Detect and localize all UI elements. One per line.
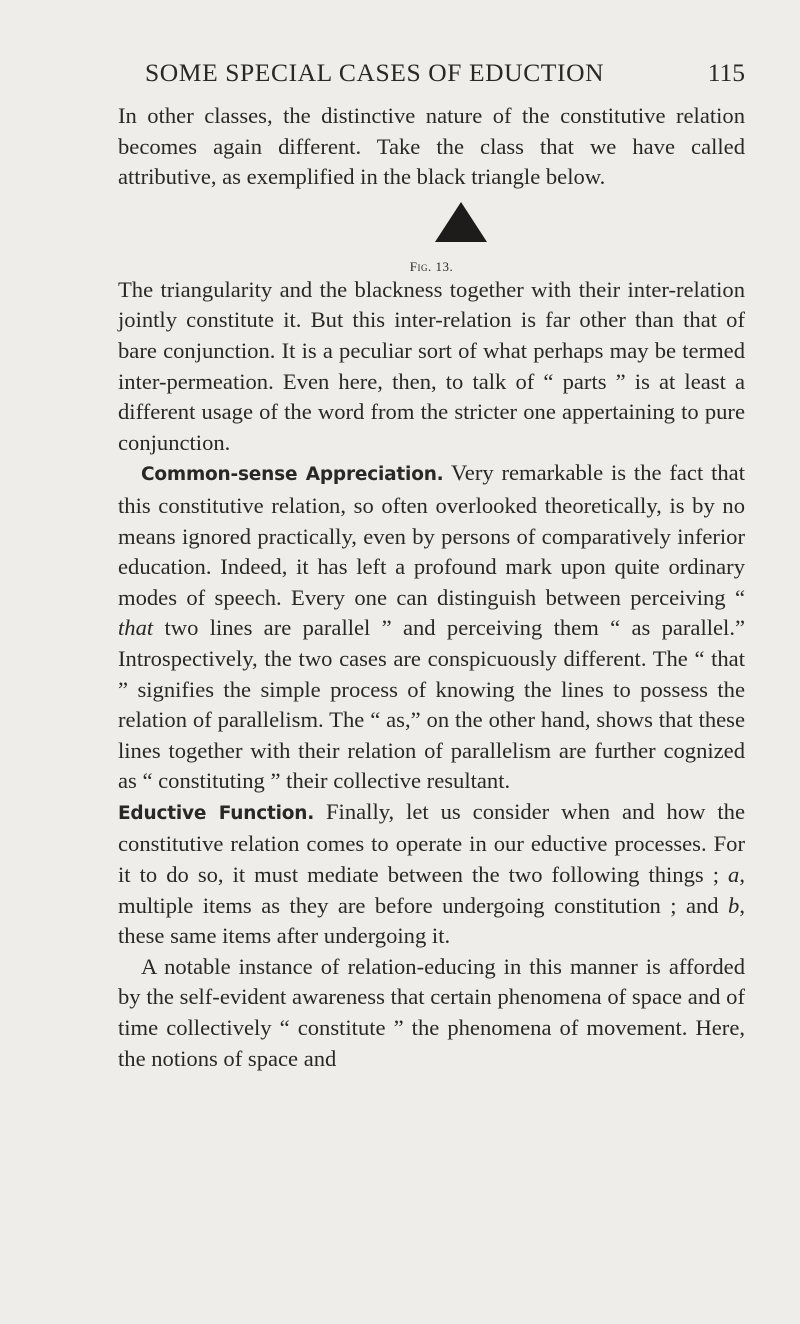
page-header [145,58,745,94]
body-text [118,101,745,1074]
paragraph-inter-permeation: The triangularity and the blackness together with their inter-relation jointly constitute it. But this inter-relation is far other than that of bare conjunction. It is a peculiar sort of what perhaps may be termed inter-permeation. Even here, then, to talk of “ parts ” is at least a different usage of the word from the stricter one appertaining to pure conjunction. [118,276,745,455]
paragraph-relation-educing-instance: A notable instance of relation-educing in this manner is afforded by the self-evident awareness that certain phenomena of space and of time collectively “ constitute ” the phenomena of movement. Here, the notions of space and [118,953,745,1071]
paragraph-text-segment: two lines are parallel ” and perceiving them “ as parallel.” Introspectively, the two cases are conspicuously different. The “ that ” signifies the simple process of knowing the lines to possess the relation of parallelism. The “ as,” on the other hand, shows that these lines together with their relation of parallelism are further cognized as “ constituting ” their collective resultant. [118,615,745,794]
figure-13 [118,201,745,273]
side-heading-common-sense: Common-sense Appreciation. [141,464,444,486]
paragraph-eductive-function [118,797,745,952]
figure-caption: Fig. 13. [409,258,454,274]
black-triangle-shape [435,202,487,242]
italic-letter-b: b [728,892,740,918]
italic-word-that: that [118,615,154,641]
page-number: 115 [707,58,745,87]
black-triangle-figure [434,201,488,243]
running-head: SOME SPECIAL CASES OF EDUCTION [145,58,605,87]
italic-letter-a: a [728,862,740,888]
paragraph-text-segment: Very remarkable is the fact that this constitutive relation, so often overlooked theoretically, is by no means ignored practically, even by persons of comparatively inferior education. Indeed, it has left a profound mark upon quite ordinary modes of speech. Every one can distinguish between perceiving “ [118,460,745,610]
paragraph-text-segment: , multiple items as they are before undergoing constitution ; and [118,862,745,918]
paragraph-attributive-class: In other classes, the distinctive nature of the constitutive relation becomes again different. Take the class that we have called attributive, as exemplified in the black triangle below. [118,103,745,190]
paragraph-text-segment: Finally, let us consider when and how the constitutive relation comes to operate in our eductive processes. For it to do so, it must mediate between the two following things ; [118,798,745,888]
side-heading-eductive-function: Eductive Function. [118,802,315,824]
paragraph-text-segment: , these same items after undergoing it. [118,892,745,949]
paragraph-common-sense-appreciation [118,458,745,797]
